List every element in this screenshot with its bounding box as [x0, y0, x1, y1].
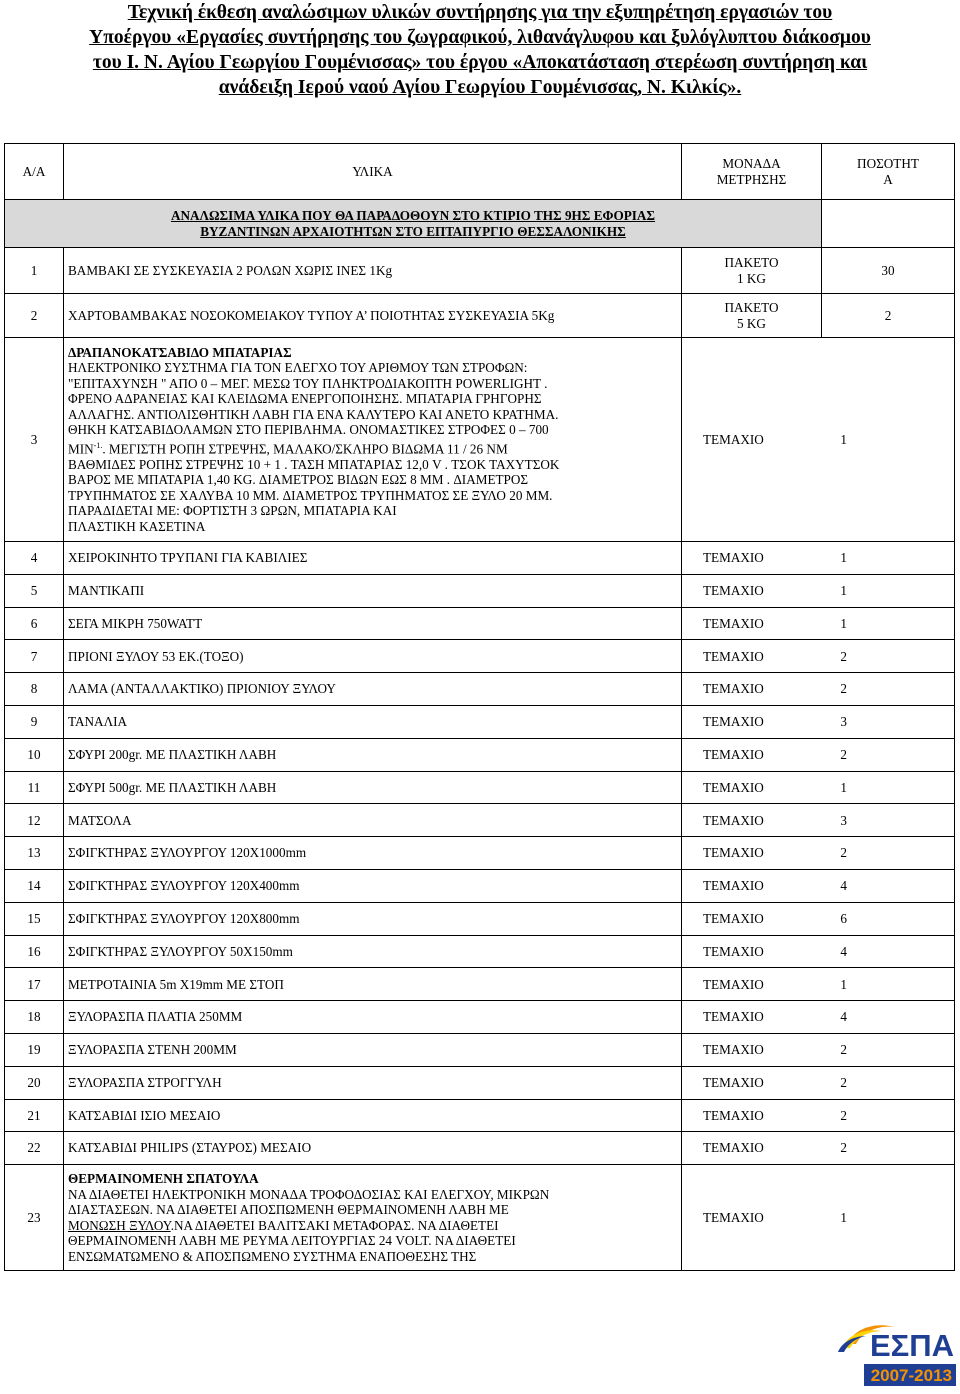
row-number: 16 [5, 935, 64, 968]
row-description: ΣΦΥΡΙ 500gr. ΜΕ ΠΛΑΣΤΙΚΗ ΛΑΒΗ [64, 771, 682, 804]
row-description: ΒΑΜΒΑΚΙ ΣΕ ΣΥΣΚΕΥΑΣΙΑ 2 ΡΟΛΩΝ ΧΩΡΙΣ ΙΝΕΣ 1Kg [64, 248, 682, 294]
row-number: 19 [5, 1033, 64, 1066]
row-description: ΛΑΜΑ (ΑΝΤΑΛΛΑΚΤΙΚΟ) ΠΡΙΟΝΙΟΥ ΞΥΛΟΥ [64, 673, 682, 706]
row-number: 11 [5, 771, 64, 804]
row-unit-quantity [682, 673, 955, 706]
row-number: 7 [5, 640, 64, 673]
table-row [5, 869, 955, 902]
row-unit: ΠΑΚΕΤΟ 1 KG [682, 248, 822, 294]
title-line-1: Τεχνική έκθεση αναλώσιμων υλικών συντήρησης για την εξυπηρέτηση εργασιών του [127, 2, 833, 23]
row-description: ΠΡΙΟΝΙ ΞΥΛΟΥ 53 ΕΚ.(ΤΟΞΟ) [64, 640, 682, 673]
row-number: 9 [5, 705, 64, 738]
row-unit: ΤΕΜΑΧΙΟ [703, 976, 764, 992]
row-number: 14 [5, 869, 64, 902]
row-quantity: 1 [840, 779, 847, 795]
table-row [5, 705, 955, 738]
table-row [5, 771, 955, 804]
row-description: ΣΦΙΓΚΤΗΡΑΣ ΞΥΛΟΥΡΓΟΥ 50Χ150mm [64, 935, 682, 968]
row-number: 3 [5, 338, 64, 542]
row-unit: ΤΕΜΑΧΙΟ [703, 615, 764, 631]
row-unit: ΤΕΜΑΧΙΟ [703, 582, 764, 598]
table-row [5, 1165, 955, 1271]
row-unit-quantity [682, 338, 955, 542]
item-title: ΔΡΑΠΑΝΟΚΑΤΣΑΒΙΔΟ ΜΠΑΤΑΡΙΑΣ [68, 344, 292, 360]
row-number: 2 [5, 294, 64, 338]
row-number: 6 [5, 607, 64, 640]
row-unit: ΤΕΜΑΧΙΟ [703, 714, 764, 730]
row-unit-quantity [682, 738, 955, 771]
row-quantity: 6 [840, 910, 847, 926]
row-quantity: 1 [840, 431, 847, 447]
row-quantity: 1 [840, 976, 847, 992]
table-row [5, 902, 955, 935]
row-quantity: 2 [840, 1140, 847, 1156]
row-description: ΞΥΛΟΡΑΣΠΑ ΠΛΑΤΙΑ 250ΜΜ [64, 1001, 682, 1034]
item-title: ΘΕΡΜΑΙΝΟΜΕΝΗ ΣΠΑΤΟΥΛΑ [68, 1171, 259, 1187]
row-unit: ΤΕΜΑΧΙΟ [703, 1009, 764, 1025]
table-row [5, 837, 955, 870]
row-quantity: 1 [840, 550, 847, 566]
table-row [5, 1066, 955, 1099]
row-number: 10 [5, 738, 64, 771]
row-unit-quantity [682, 1033, 955, 1066]
row-unit-quantity [682, 1099, 955, 1132]
row-unit-quantity [682, 902, 955, 935]
row-unit: ΤΕΜΑΧΙΟ [703, 845, 764, 861]
row-number: 18 [5, 1001, 64, 1034]
row-description: ΔΡΑΠΑΝΟΚΑΤΣΑΒΙΔΟ ΜΠΑΤΑΡΙΑΣ ΗΛΕΚΤΡΟΝΙΚΟ ΣΥΣΤΗΜΑ ΓΙΑ ΤΟΝ ΕΛΕΓΧΟ ΤΟΥ ΑΡΙΘΜΟΥ ΤΩΝ ΣΤΡΟΦΩΝ: "ΕΠΙΤΑΧΥΝΣΗ " ΑΠΟ 0 – ΜΕΓ. ΜΕΣΩ ΤΟΥ ΠΛΗΚΤΡΟΔΙΑΚΟΠΤΗ POWERLIGHT . ΦΡΕΝΟ ΑΔΡΑΝΕΙΑΣ ΚΑΙ ΚΛΕΙΔΩΜΑ ΕΝΕΡΓΟΠΟΙΗΣΗΣ. ΜΠΑΤΑΡΙΑ ΓΡΗΓΟΡΗΣ ΑΛΛΑΓΗΣ. ΑΝΤΙΟΛΙΣΘΗΤΙΚΗ ΛΑΒΗ ΓΙΑ ΕΝΑ ΚΑΛΥΤΕΡΟ ΚΑΙ ΑΝΕΤΟ ΚΡΑΤΗΜΑ. ΘΗΚΗ ΚΑΤΣΑΒΙΔΟΛΑΜΩΝ ΣΤΟ ΠΕΡΙΒΛΗΜΑ. ΟΝΟΜΑΣΤΙΚΕΣ ΣΤΡΟΦΕΣ 0 – 700 $MIN^{-1.}$. ΜΕΓΙΣΤΗ ΡΟΠΗ ΣΤΡΕΨΗΣ, ΜΑΛΑΚΟ/ΣΚΛΗΡΟ ΒΙΔΩΜΑ 11 / 26 NM ΒΑΘΜΙΔΕΣ ΡΟΠΗΣ ΣΤΡΕΨΗΣ 10 + 1 . ΤΑΣΗ ΜΠΑΤΑΡΙΑΣ 12,0 V . ΤΣΟΚ ΤΑΧΥΤΣΟΚ ΒΑΡΟΣ ΜΕ ΜΠΑΤΑΡΙΑ 1,40 KG. ΔΙΑΜΕΤΡΟΣ ΒΙΔΩΝ ΕΩΣ 8 MM . ΔΙΑΜΕΤΡΟΣ ΤΡΥΠΗΜΑΤΟΣ ΣΕ ΧΑΛΥΒΑ 10 MM. ΔΙΑΜΕΤΡΟΣ ΤΡΥΠΗΜΑΤΟΣ ΣΕ ΞΥΛΟ 20 MM. ΠΑΡΑΔΙΔΕΤΑΙ ΜΕ: ΦΟΡΤΙΣΤΗ 3 ΩΡΩΝ, ΜΠΑΤΑΡΙΑ ΚΑΙ ΠΛΑΣΤΙΚΗ ΚΑΣΕΤΙΝΑ [64, 338, 682, 542]
row-unit-quantity [682, 607, 955, 640]
row-quantity: 2 [840, 681, 847, 697]
row-unit-quantity [682, 574, 955, 607]
row-unit-quantity [682, 1001, 955, 1034]
table-row [5, 1132, 955, 1165]
row-quantity: 4 [840, 1009, 847, 1025]
row-unit: ΤΕΜΑΧΙΟ [703, 1140, 764, 1156]
row-unit-quantity [682, 542, 955, 575]
section-header: ΑΝΑΛΩΣΙΜΑ ΥΛΙΚΑ ΠΟΥ ΘΑ ΠΑΡΑΔΟΘΟΥΝ ΣΤΟ ΚΤΙΡΙΟ ΤΗΣ 9ΗΣ ΕΦΟΡΙΑΣ ΒΥΖΑΝΤΙΝΩΝ ΑΡΧΑΙΟΤΗΤΩΝ ΣΤΟ ΕΠΤΑΠΥΡΓΙΟ ΘΕΣΣΑΛΟΝΙΚΗΣ [5, 200, 822, 248]
logo-years: 2007-2013 [870, 1366, 952, 1385]
row-unit: ΤΕΜΑΧΙΟ [703, 878, 764, 894]
row-unit: ΤΕΜΑΧΙΟ [703, 812, 764, 828]
table-row [5, 542, 955, 575]
row-description: ΣΦΙΓΚΤΗΡΑΣ ΞΥΛΟΥΡΓΟΥ 120Χ400mm [64, 869, 682, 902]
title-line-3: του Ι. Ν. Αγίου Γεωργίου Γουμένισσας» του έργου «Αποκατάσταση στερέωση συντήρηση και [92, 52, 868, 73]
row-quantity: 3 [840, 812, 847, 828]
row-unit-quantity [682, 1066, 955, 1099]
row-unit-quantity [682, 935, 955, 968]
row-unit: ΤΕΜΑΧΙΟ [703, 1074, 764, 1090]
section-header-row [5, 200, 955, 248]
header-unit: ΜΟΝΑΔΑ ΜΕΤΡΗΣΗΣ [682, 144, 822, 200]
table-row [5, 640, 955, 673]
document-title [0, 0, 960, 100]
logo-name: ΕΣΠΑ [869, 1328, 954, 1363]
espa-logo [836, 1318, 958, 1390]
row-unit-quantity [682, 869, 955, 902]
row-quantity: 3 [840, 714, 847, 730]
row-unit-quantity [682, 640, 955, 673]
row-description: ΘΕΡΜΑΙΝΟΜΕΝΗ ΣΠΑΤΟΥΛΑ ΝΑ ΔΙΑΘΕΤΕΙ ΗΛΕΚΤΡΟΝΙΚΗ ΜΟΝΑΔΑ ΤΡΟΦΟΔΟΣΙΑΣ ΚΑΙ ΕΛΕΓΧΟΥ, ΜΙΚΡΩΝ ΔΙΑΣΤΑΣΕΩΝ. ΝΑ ΔΙΑΘΕΤΕΙ ΑΠΟΣΠΩΜΕΝΗ ΘΕΡΜΑΙΝΟΜΕΝΗ ΛΑΒΗ ΜΕ ΜΟΝΩΣΗ ΞΥΛΟΥ.ΝΑ ΔΙΑΘΕΤΕΙ ΒΑΛΙΤΣΑΚΙ ΜΕΤΑΦΟΡΑΣ. ΝΑ ΔΙΑΘΕΤΕΙ ΘΕΡΜΑΙΝΟΜΕΝΗ ΛΑΒΗ ΜΕ ΡΕΥΜΑ ΛΕΙΤΟΥΡΓΙΑΣ 24 VOLT. ΝΑ ΔΙΑΘΕΤΕΙ ΕΝΣΩΜΑΤΩΜΕΝΟ & ΑΠΟΣΠΩΜΕΝΟ ΣΥΣΤΗΜΑ ΕΝΑΠΟΘΕΣΗΣ ΤΗΣ [64, 1165, 682, 1271]
row-unit-quantity [682, 1132, 955, 1165]
row-quantity: 2 [840, 746, 847, 762]
row-number: 20 [5, 1066, 64, 1099]
title-line-4: ανάδειξη Ιερού ναού Αγίου Γεωργίου Γουμένισσας, Ν. Κιλκίς». [218, 77, 742, 98]
row-unit: ΤΕΜΑΧΙΟ [703, 779, 764, 795]
row-unit-quantity [682, 804, 955, 837]
row-unit-quantity [682, 705, 955, 738]
table-row [5, 1033, 955, 1066]
row-number: 4 [5, 542, 64, 575]
row-description: ΞΥΛΟΡΑΣΠΑ ΣΤΕΝΗ 200ΜΜ [64, 1033, 682, 1066]
row-description: ΜΑΝΤΙΚΑΠΙ [64, 574, 682, 607]
header-quantity: ΠΟΣΟΤΗΤ Α [822, 144, 955, 200]
table-row [5, 294, 955, 338]
row-quantity: 1 [840, 615, 847, 631]
materials-table [4, 143, 955, 1271]
row-quantity: 4 [840, 943, 847, 959]
row-quantity: 2 [822, 294, 955, 338]
title-line-2: Υποέργου «Εργασίες συντήρησης του ζωγραφικού, λιθανάγλυφου και ξυλόγλυπτου διάκοσμου [89, 27, 871, 48]
row-quantity: 1 [840, 582, 847, 598]
row-quantity: 2 [840, 1042, 847, 1058]
table-row [5, 738, 955, 771]
row-unit: ΤΕΜΑΧΙΟ [703, 431, 764, 447]
table-row [5, 1099, 955, 1132]
row-unit: ΤΕΜΑΧΙΟ [703, 746, 764, 762]
row-unit: ΤΕΜΑΧΙΟ [703, 550, 764, 566]
row-unit: ΤΕΜΑΧΙΟ [703, 910, 764, 926]
table-row [5, 968, 955, 1001]
row-description: ΣΦΙΓΚΤΗΡΑΣ ΞΥΛΟΥΡΓΟΥ 120Χ800mm [64, 902, 682, 935]
row-unit-quantity [682, 1165, 955, 1271]
row-number: 5 [5, 574, 64, 607]
row-number: 22 [5, 1132, 64, 1165]
row-quantity: 30 [822, 248, 955, 294]
row-unit: ΤΕΜΑΧΙΟ [703, 681, 764, 697]
row-description: ΜΑΤΣΟΛΑ [64, 804, 682, 837]
row-description: ΣΦΥΡΙ 200gr. ΜΕ ΠΛΑΣΤΙΚΗ ΛΑΒΗ [64, 738, 682, 771]
header-materials: ΥΛΙΚΑ [64, 144, 682, 200]
row-unit: ΤΕΜΑΧΙΟ [703, 1209, 764, 1225]
row-number: 17 [5, 968, 64, 1001]
table-row [5, 1001, 955, 1034]
table-row [5, 673, 955, 706]
row-description: ΣΕΓΑ ΜΙΚΡΗ 750WATT [64, 607, 682, 640]
table-row [5, 338, 955, 542]
row-description: ΧΕΙΡΟΚΙΝΗΤΟ ΤΡΥΠΑΝΙ ΓΙΑ ΚΑΒΙΛΙΕΣ [64, 542, 682, 575]
row-description: ΚΑΤΣΑΒΙΔΙ ΙΣΙΟ ΜΕΣΑΙΟ [64, 1099, 682, 1132]
row-quantity: 2 [840, 1107, 847, 1123]
row-quantity: 4 [840, 878, 847, 894]
row-number: 15 [5, 902, 64, 935]
row-number: 1 [5, 248, 64, 294]
row-description: ΞΥΛΟΡΑΣΠΑ ΣΤΡΟΓΓΥΛΗ [64, 1066, 682, 1099]
row-unit: ΤΕΜΑΧΙΟ [703, 943, 764, 959]
row-unit-quantity [682, 771, 955, 804]
row-number: 13 [5, 837, 64, 870]
row-unit: ΤΕΜΑΧΙΟ [703, 648, 764, 664]
row-number: 8 [5, 673, 64, 706]
header-aa: Α/Α [5, 144, 64, 200]
row-unit: ΤΕΜΑΧΙΟ [703, 1042, 764, 1058]
table-row [5, 935, 955, 968]
table-row [5, 804, 955, 837]
row-description: ΜΕΤΡΟΤΑΙΝΙΑ 5m X19mm ΜΕ ΣΤΟΠ [64, 968, 682, 1001]
row-description: ΧΑΡΤΟΒΑΜΒΑΚΑΣ ΝΟΣΟΚΟΜΕΙΑΚΟΥ ΤΥΠΟΥ Α’ ΠΟΙΟΤΗΤΑΣ ΣΥΣΚΕΥΑΣΙΑ 5Kg [64, 294, 682, 338]
row-quantity: 2 [840, 1074, 847, 1090]
row-description: ΣΦΙΓΚΤΗΡΑΣ ΞΥΛΟΥΡΓΟΥ 120Χ1000mm [64, 837, 682, 870]
row-description: ΚΑΤΣΑΒΙΔΙ PHILIPS (ΣΤΑΥΡΟΣ) ΜΕΣΑΙΟ [64, 1132, 682, 1165]
row-quantity: 2 [840, 648, 847, 664]
row-number: 12 [5, 804, 64, 837]
row-unit: ΤΕΜΑΧΙΟ [703, 1107, 764, 1123]
table-row [5, 607, 955, 640]
row-number: 21 [5, 1099, 64, 1132]
row-number: 23 [5, 1165, 64, 1271]
table-header-row [5, 144, 955, 200]
row-quantity: 2 [840, 845, 847, 861]
row-quantity: 1 [840, 1209, 847, 1225]
row-description: ΤΑΝΑΛΙΑ [64, 705, 682, 738]
row-unit-quantity [682, 837, 955, 870]
row-unit: ΠΑΚΕΤΟ 5 KG [682, 294, 822, 338]
row-unit-quantity [682, 968, 955, 1001]
table-row [5, 248, 955, 294]
table-row [5, 574, 955, 607]
